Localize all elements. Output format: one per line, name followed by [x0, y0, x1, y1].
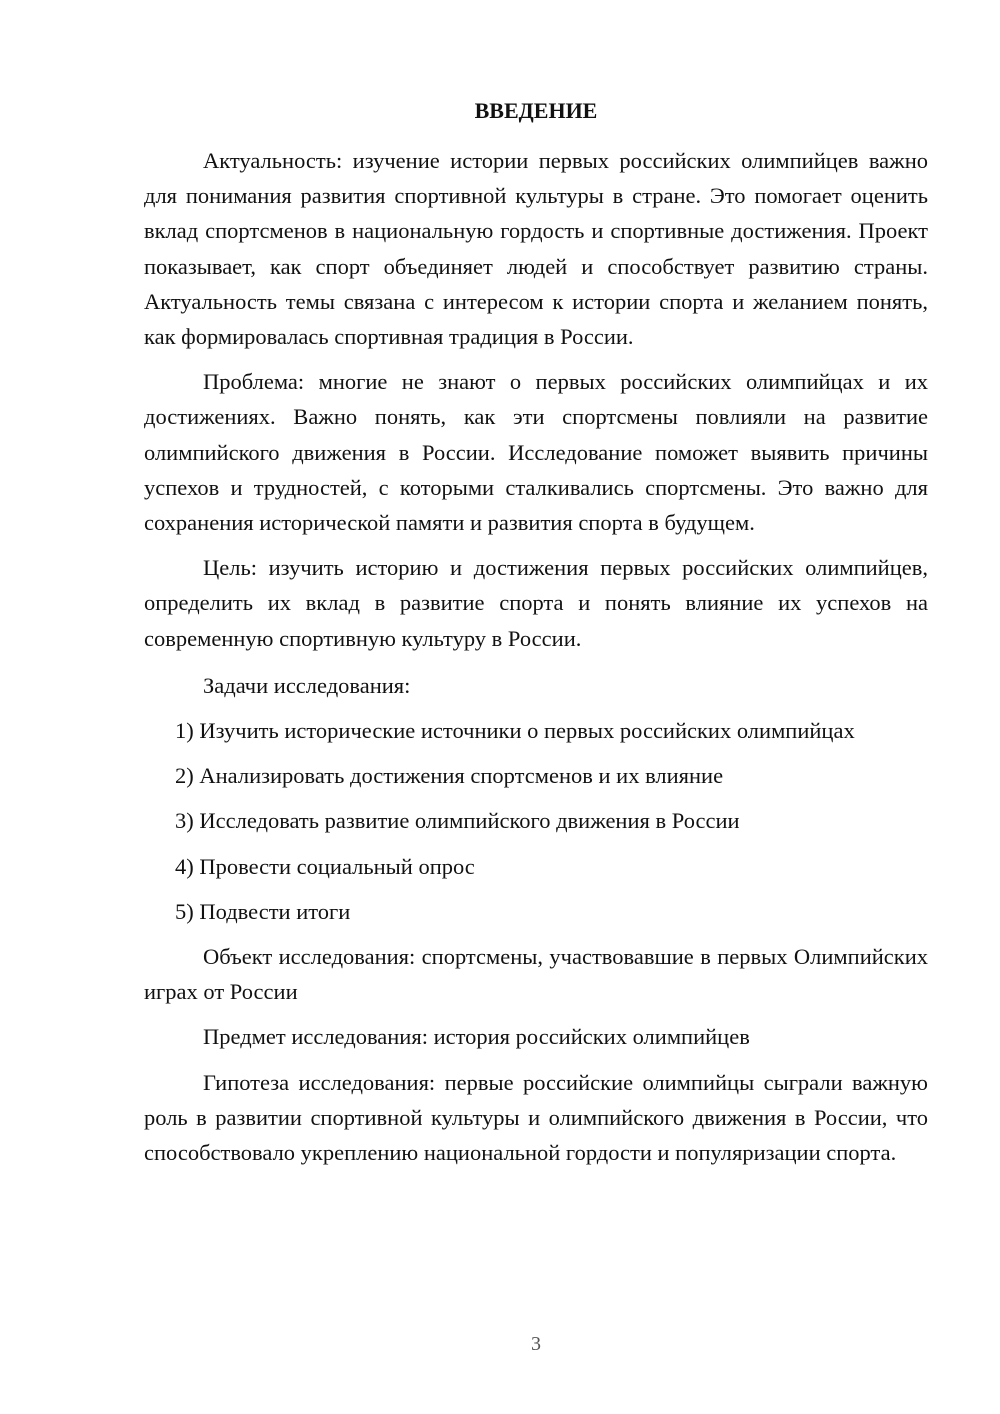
tasks-list	[144, 713, 928, 929]
task-item: 3) Исследовать развитие олимпийского движения в России	[175, 808, 740, 834]
tasks-title: Задачи исследования:	[203, 672, 411, 698]
task-item: 1) Изучить исторические источники о первых российских олимпийцах	[175, 718, 855, 744]
task-item: 5) Подвести итоги	[175, 898, 351, 924]
hypothesis-paragraph: Гипотеза исследования: первые российские олимпийцы сыграли важную роль в развитии спортивной культуры и олимпийского движения в России, что способствовало укреплению национальной гордости и популяризации спорта.	[144, 1069, 928, 1166]
page-number: 3	[531, 1333, 541, 1355]
goal-paragraph: Цель: изучить историю и достижения первых российских олимпийцев, определить их вклад в развитие спорта и понять влияние их успехов на современную спортивную культуру в России.	[144, 555, 928, 651]
subject-paragraph: Предмет исследования: история российских олимпийцев	[203, 1024, 750, 1050]
object-paragraph: Объект исследования: спортсмены, участвовавшие в первых Олимпийских играх от России	[144, 944, 928, 1005]
task-item: 4) Провести социальный опрос	[175, 853, 475, 879]
task-item: 2) Анализировать достижения спортсменов и их влияние	[175, 763, 724, 789]
relevance-paragraph: Актуальность: изучение истории первых российских олимпийцев важно для понимания развития спортивной культуры в стране. Это помогает оценить вклад спортсменов в национальную гордость и спортивные достижения. Проект показывает, как спорт объединяет людей и способствует развитию страны. Актуальность темы связана с интересом к истории спорта и желанием понять, как формировалась спортивная традиция в России.	[144, 148, 928, 350]
problem-paragraph: Проблема: многие не знают о первых российских олимпийцах и их достижениях. Важно понять, как эти спортсмены повлияли на развитие олимпийского движения в России. Исследование поможет выявить причины успехов и трудностей, с которыми сталкивались спортсмены. Это важно для сохранения исторической памяти и развития спорта в будущем.	[144, 369, 928, 536]
document-body	[144, 143, 928, 1170]
page-heading: ВВЕДЕНИЕ	[474, 98, 598, 123]
